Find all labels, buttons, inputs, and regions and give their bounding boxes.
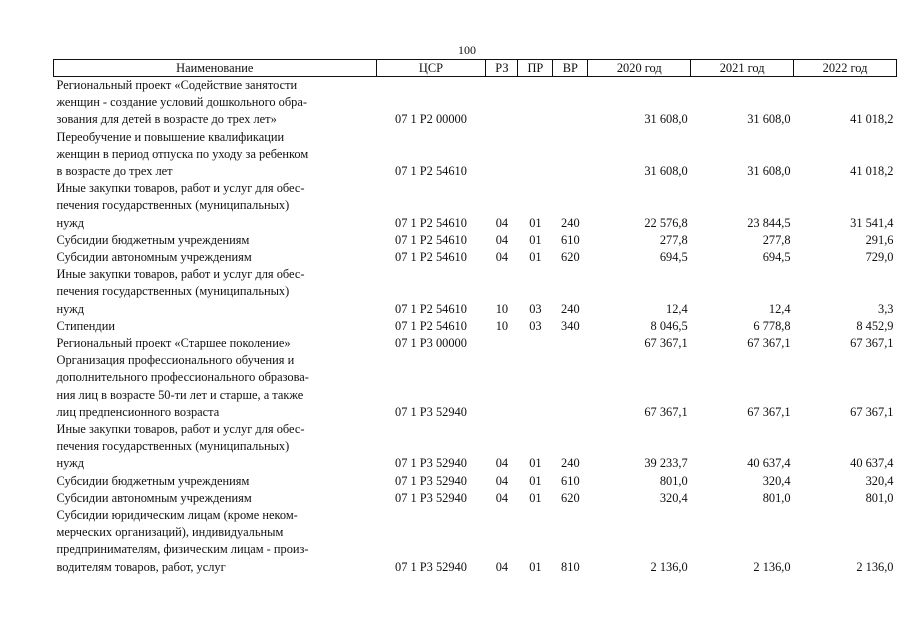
row-2021: 67 367,1 [747, 336, 791, 351]
row-2020: 2 136,0 [650, 559, 688, 574]
row-rz: 04 [495, 250, 509, 265]
row-vr [553, 352, 588, 421]
row-2020: 31 608,0 [644, 164, 688, 179]
row-rz: 04 [495, 473, 509, 488]
table-row [54, 490, 897, 507]
row-2022: 31 541,4 [850, 215, 894, 230]
row-2020: 67 367,1 [644, 336, 688, 351]
row-pr: 01 [529, 490, 542, 505]
row-csr: 07 1 Р2 54610 [395, 215, 467, 230]
table-row [54, 507, 897, 576]
row-2020: 277,8 [659, 232, 688, 247]
row-name: Субсидии бюджетным учреждениям [56, 473, 250, 488]
row-pr: 01 [529, 473, 542, 488]
table-row [54, 352, 897, 421]
row-vr [553, 77, 588, 129]
row-2022: 41 018,2 [850, 112, 894, 127]
row-2021: 12,4 [768, 301, 791, 316]
row-pr: 03 [529, 301, 542, 316]
row-name: Субсидии автономным учреждениям [56, 250, 252, 265]
row-vr: 240 [561, 215, 580, 230]
row-2022: 40 637,4 [850, 456, 894, 471]
row-name: Субсидии бюджетным учреждениям [56, 232, 250, 247]
row-csr: 07 1 Р3 52940 [395, 473, 467, 488]
row-2021: 40 637,4 [747, 456, 791, 471]
row-2021: 320,4 [762, 473, 791, 488]
row-2022: 320,4 [865, 473, 894, 488]
row-pr [518, 335, 553, 352]
row-2021: 31 608,0 [747, 164, 791, 179]
table-row [54, 180, 897, 232]
row-rz: 10 [495, 301, 509, 316]
row-2022: 41 018,2 [850, 164, 894, 179]
budget-table [53, 59, 897, 576]
row-2020: 694,5 [659, 250, 688, 265]
row-csr: 07 1 Р3 52940 [395, 559, 467, 574]
row-pr: 01 [529, 250, 542, 265]
row-rz [486, 77, 518, 129]
table-row [54, 249, 897, 266]
row-name: Региональный проект «Старшее поколение» [56, 336, 291, 351]
table-row [54, 129, 897, 181]
row-2020: 31 608,0 [644, 112, 688, 127]
row-vr [553, 129, 588, 181]
row-2020: 320,4 [659, 490, 688, 505]
row-name: Иные закупки товаров, работ и услуг для обес- печения государственных (муниципальных) нужд [56, 181, 305, 230]
row-2022: 801,0 [865, 490, 894, 505]
row-rz [486, 352, 518, 421]
row-rz: 10 [495, 318, 509, 333]
page-number: 100 [458, 43, 476, 57]
row-2021: 6 778,8 [753, 318, 791, 333]
column-header-2022: 2022 год [794, 60, 897, 77]
row-2020: 22 576,8 [644, 215, 688, 230]
row-2020: 801,0 [659, 473, 688, 488]
column-header-2021: 2021 год [691, 60, 794, 77]
row-csr: 07 1 Р2 00000 [395, 112, 467, 127]
row-2020: 67 367,1 [644, 404, 688, 419]
row-csr: 07 1 Р3 00000 [395, 336, 467, 351]
column-header-rz: РЗ [486, 60, 518, 77]
column-header-csr: ЦСР [376, 60, 486, 77]
row-2022: 67 367,1 [850, 336, 894, 351]
row-name: Переобучение и повышение квалификации женщин в период отпуска по уходу за ребенком в возрасте до трех лет [56, 129, 309, 179]
row-vr: 610 [561, 473, 580, 488]
row-2021: 2 136,0 [753, 559, 791, 574]
column-header-pr: ПР [518, 60, 553, 77]
table-row [54, 318, 897, 335]
row-csr: 07 1 Р2 54610 [395, 164, 467, 179]
row-vr: 810 [561, 559, 580, 574]
row-2021: 31 608,0 [747, 112, 791, 127]
table-row [54, 266, 897, 318]
row-csr: 07 1 Р2 54610 [395, 301, 467, 316]
row-pr: 01 [529, 232, 542, 247]
row-name: Иные закупки товаров, работ и услуг для обес- печения государственных (муниципальных) нужд [56, 422, 305, 471]
row-2022: 2 136,0 [856, 559, 894, 574]
row-rz: 04 [495, 559, 509, 574]
row-2022: 67 367,1 [850, 404, 894, 419]
row-name: Субсидии юридическим лицам (кроме неком- мерческих организаций), индивидуальным предпринимателям, физическим лицам - произ- водителям товаров, работ, услуг [56, 508, 309, 574]
row-vr [553, 335, 588, 352]
row-vr: 620 [561, 250, 580, 265]
row-pr [518, 352, 553, 421]
row-csr: 07 1 Р2 54610 [395, 318, 467, 333]
row-vr: 240 [561, 301, 580, 316]
table-row [54, 232, 897, 249]
row-2022: 8 452,9 [856, 318, 894, 333]
row-2020: 8 046,5 [650, 318, 688, 333]
row-pr [518, 77, 553, 129]
column-header-name: Наименование [54, 60, 377, 77]
row-2021: 801,0 [762, 490, 791, 505]
row-name: Иные закупки товаров, работ и услуг для обес- печения государственных (муниципальных) нужд [56, 267, 305, 316]
row-rz: 04 [495, 215, 509, 230]
row-pr [518, 129, 553, 181]
row-rz: 04 [495, 490, 509, 505]
row-csr: 07 1 Р2 54610 [395, 232, 467, 247]
row-2021: 277,8 [762, 232, 791, 247]
row-2022: 3,3 [878, 301, 894, 316]
row-pr: 01 [529, 559, 542, 574]
row-csr: 07 1 Р3 52940 [395, 404, 467, 419]
row-pr: 03 [529, 318, 542, 333]
row-rz: 04 [495, 456, 509, 471]
row-name: Организация профессионального обучения и дополнительного профессионального образова- ния лиц в возрасте 50-ти лет и старше, а также лиц предпенсионного возраста [56, 353, 309, 419]
row-csr: 07 1 Р3 52940 [395, 456, 467, 471]
row-name: Стипендии [56, 318, 115, 333]
row-2021: 23 844,5 [747, 215, 791, 230]
row-2022: 291,6 [865, 232, 894, 247]
table-row [54, 77, 897, 129]
row-vr: 610 [561, 232, 580, 247]
row-vr: 620 [561, 490, 580, 505]
row-rz [486, 129, 518, 181]
row-2021: 67 367,1 [747, 404, 791, 419]
row-2022: 729,0 [865, 250, 894, 265]
row-2020: 12,4 [666, 301, 688, 316]
row-name: Региональный проект «Содействие занятости женщин - создание условий дошкольного обра- зования для детей в возрасте до трех лет» [56, 78, 307, 127]
row-pr: 01 [529, 456, 542, 471]
row-2020: 39 233,7 [644, 456, 688, 471]
row-csr: 07 1 Р2 54610 [395, 250, 467, 265]
row-rz [486, 335, 518, 352]
table-row [54, 473, 897, 490]
table-row [54, 335, 897, 352]
table-header-row [54, 60, 897, 77]
row-vr: 340 [561, 318, 580, 333]
table-row [54, 421, 897, 473]
row-2021: 694,5 [762, 250, 791, 265]
row-vr: 240 [561, 456, 580, 471]
row-name: Субсидии автономным учреждениям [56, 490, 252, 505]
column-header-2020: 2020 год [588, 60, 691, 77]
column-header-vr: ВР [553, 60, 588, 77]
row-rz: 04 [495, 232, 509, 247]
row-csr: 07 1 Р3 52940 [395, 490, 467, 505]
row-pr: 01 [529, 215, 542, 230]
